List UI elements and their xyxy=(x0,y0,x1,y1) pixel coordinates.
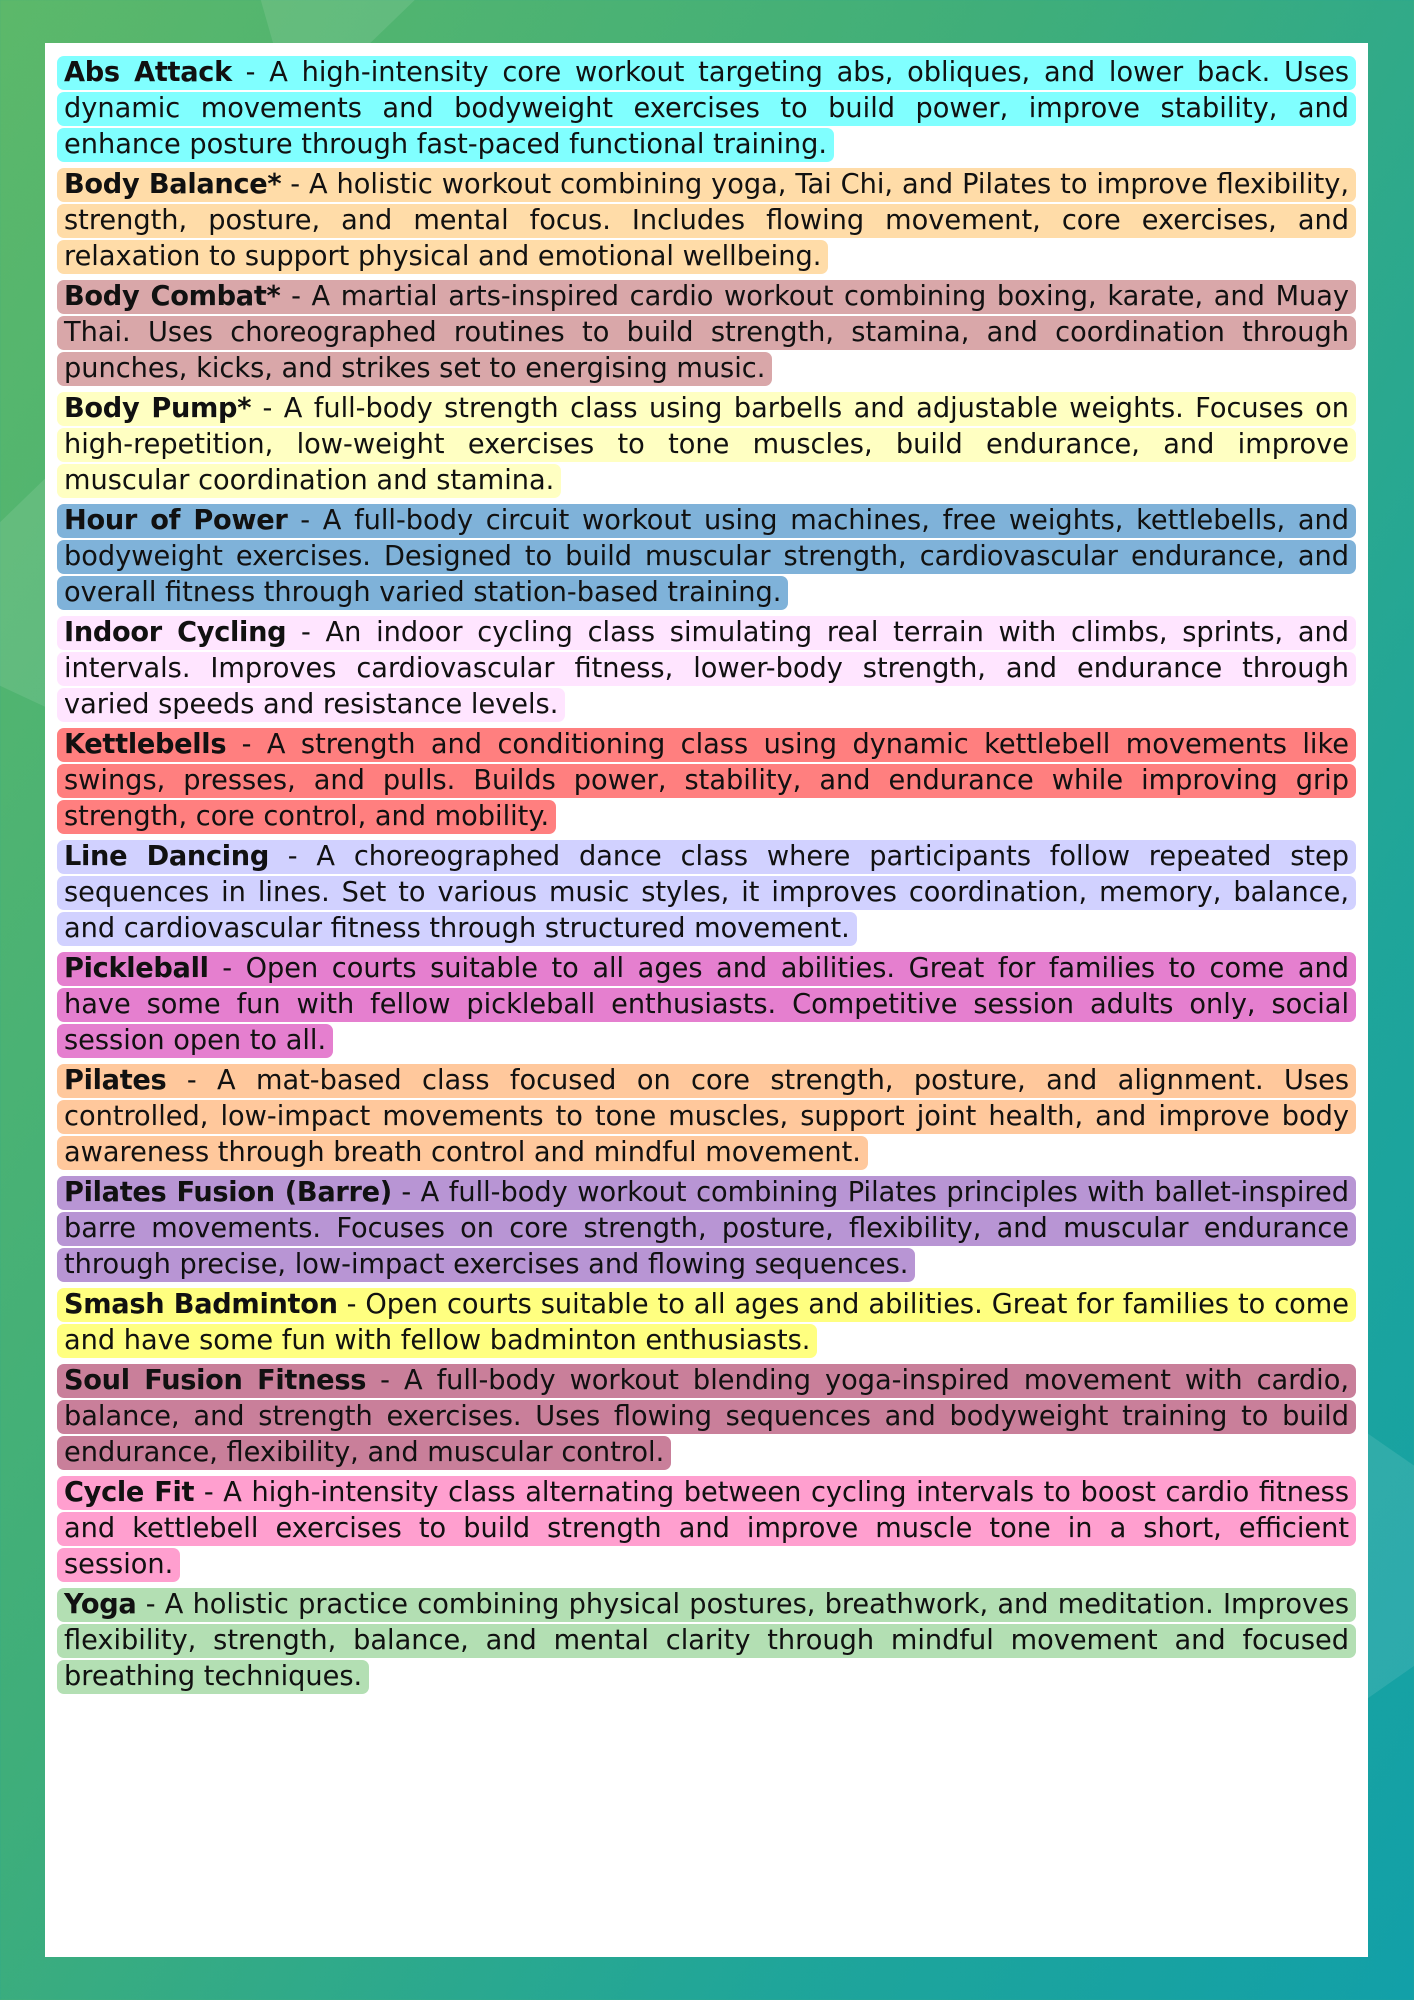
class-description: - A full-body workout blending yoga-inspired movement with cardio, balance, and strength exercises. Uses flowing sequences and bodyweight training to build endurance, flexibility, and muscular control. xyxy=(64,1365,1349,1468)
class-entry-text xyxy=(57,279,1356,387)
class-entry xyxy=(57,839,1356,947)
class-entry-text xyxy=(57,1175,1356,1283)
class-description: - A full-body strength class using barbells and adjustable weights. Focuses on high-repetition, low-weight exercises to tone muscles, build endurance, and improve muscular coordination and stamina. xyxy=(64,393,1349,496)
class-entry-text xyxy=(57,839,1356,947)
class-highlight xyxy=(57,168,1356,274)
class-highlight xyxy=(57,840,1356,946)
class-highlight xyxy=(57,1588,1356,1694)
class-entry xyxy=(57,167,1356,275)
class-list-panel xyxy=(45,43,1368,1957)
class-description: - A full-body workout combining Pilates principles with ballet-inspired barre movements. Focuses on core strength, posture, flexibility, and muscular endurance through precise, low-impact exercises and flowing sequences. xyxy=(64,1177,1349,1280)
class-entry-text xyxy=(57,1287,1356,1359)
class-entry-text xyxy=(57,55,1356,163)
class-name: Pilates Fusion (Barre) xyxy=(64,1177,392,1208)
class-entry-text xyxy=(57,1475,1356,1583)
class-highlight xyxy=(57,504,1356,610)
class-highlight xyxy=(57,1476,1356,1582)
class-description: - A mat-based class focused on core strength, posture, and alignment. Uses controlled, low-impact movements to tone muscles, support joint health, and improve body awareness through breath control and mindful movement. xyxy=(64,1065,1349,1168)
class-description: - A holistic workout combining yoga, Tai Chi, and Pilates to improve flexibility, strength, posture, and mental focus. Includes flowing movement, core exercises, and relaxation to support physical and emotional wellbeing. xyxy=(64,169,1349,272)
class-entry-text xyxy=(57,391,1356,499)
class-entry xyxy=(57,279,1356,387)
class-entry xyxy=(57,727,1356,835)
class-description: - An indoor cycling class simulating real terrain with climbs, sprints, and intervals. Improves cardiovascular fitness, lower-body strength, and endurance through varied speeds and resistance levels. xyxy=(64,617,1349,720)
class-name: Pilates xyxy=(64,1065,167,1096)
class-name: Body Combat* xyxy=(64,281,281,312)
class-name: Soul Fusion Fitness xyxy=(64,1365,367,1396)
class-highlight xyxy=(57,1364,1356,1470)
class-highlight xyxy=(57,1288,1356,1358)
class-entry xyxy=(57,1175,1356,1283)
class-name: Yoga xyxy=(64,1589,137,1620)
class-description: - A choreographed dance class where participants follow repeated step sequences in lines. Set to various music styles, it improves coordination, memory, balance, and cardiovascular fitness through structured movement. xyxy=(64,841,1349,944)
class-description: - A strength and conditioning class using dynamic kettlebell movements like swings, presses, and pulls. Builds power, stability, and endurance while improving grip strength, core control, and mobility. xyxy=(64,729,1349,832)
class-highlight xyxy=(57,616,1356,722)
class-highlight xyxy=(57,1176,1356,1282)
class-entry xyxy=(57,1287,1356,1359)
class-entry-text xyxy=(57,615,1356,723)
class-name: Cycle Fit xyxy=(64,1477,195,1508)
class-entry xyxy=(57,1587,1356,1695)
class-entry-text xyxy=(57,503,1356,611)
class-entry xyxy=(57,503,1356,611)
class-entry xyxy=(57,55,1356,163)
class-entry-text xyxy=(57,727,1356,835)
class-highlight xyxy=(57,280,1356,386)
class-entry xyxy=(57,391,1356,499)
class-name: Indoor Cycling xyxy=(64,617,287,648)
class-highlight xyxy=(57,392,1356,498)
class-entry-text xyxy=(57,1587,1356,1695)
class-list xyxy=(57,55,1356,1695)
class-entry xyxy=(57,615,1356,723)
class-description: - A holistic practice combining physical postures, breathwork, and meditation. Improves flexibility, strength, balance, and mental clarity through mindful movement and focused breathing techniques. xyxy=(64,1589,1349,1692)
class-description: - A high-intensity core workout targeting abs, obliques, and lower back. Uses dynamic movements and bodyweight exercises to build power, improve stability, and enhance posture through fast-paced functional training. xyxy=(64,57,1349,160)
class-entry-text xyxy=(57,951,1356,1059)
class-highlight xyxy=(57,952,1356,1058)
class-name: Hour of Power xyxy=(64,505,288,536)
class-description: - A martial arts-inspired cardio workout combining boxing, karate, and Muay Thai. Uses choreographed routines to build strength, stamina, and coordination through punches, kicks, and strikes set to energising music. xyxy=(64,281,1350,384)
class-entry-text xyxy=(57,1363,1356,1471)
class-description: - A high-intensity class alternating between cycling intervals to boost cardio fitness and kettlebell exercises to build strength and improve muscle tone in a short, efficient session. xyxy=(64,1477,1350,1580)
class-description: - Open courts suitable to all ages and abilities. Great for families to come and have some fun with fellow badminton enthusiasts. xyxy=(64,1289,1349,1356)
class-entry xyxy=(57,1475,1356,1583)
class-name: Body Pump* xyxy=(64,393,252,424)
class-entry xyxy=(57,1363,1356,1471)
class-entry-text xyxy=(57,1063,1356,1171)
class-name: Kettlebells xyxy=(64,729,227,760)
class-description: - A full-body circuit workout using machines, free weights, kettlebells, and bodyweight exercises. Designed to build muscular strength, cardiovascular endurance, and overall fitness through varied station-based training. xyxy=(64,505,1349,608)
class-name: Abs Attack xyxy=(64,57,232,88)
class-description: - Open courts suitable to all ages and abilities. Great for families to come and have some fun with fellow pickleball enthusiasts. Competitive session adults only, social session open to all. xyxy=(64,953,1349,1056)
class-highlight xyxy=(57,1064,1356,1170)
class-highlight xyxy=(57,728,1356,834)
class-name: Smash Badminton xyxy=(64,1289,338,1320)
class-highlight xyxy=(57,56,1356,162)
class-name: Pickleball xyxy=(64,953,209,984)
class-name: Line Dancing xyxy=(64,841,269,872)
class-name: Body Balance* xyxy=(64,169,282,200)
class-entry xyxy=(57,951,1356,1059)
class-entry-text xyxy=(57,167,1356,275)
class-entry xyxy=(57,1063,1356,1171)
